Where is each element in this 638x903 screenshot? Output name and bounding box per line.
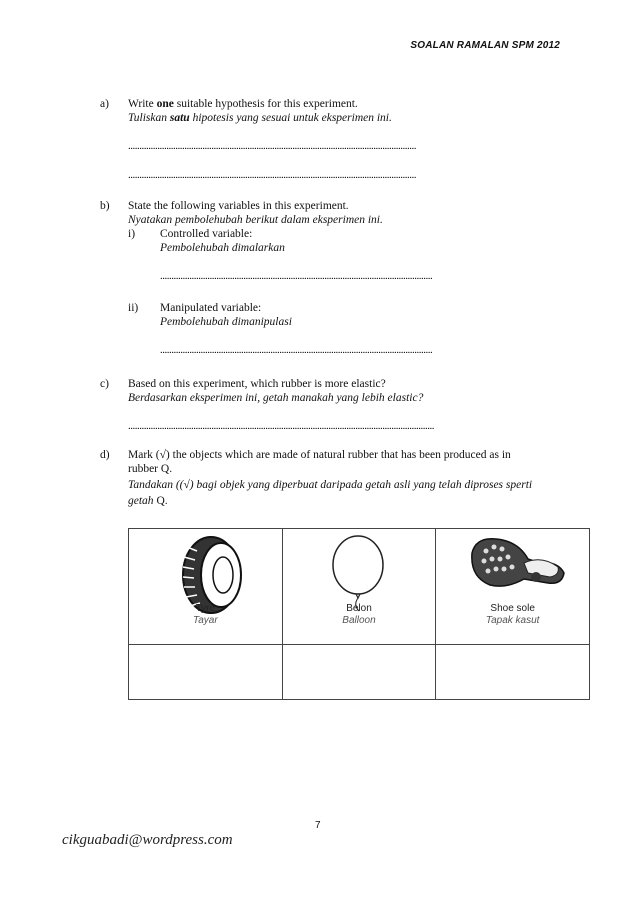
page-number: 7 — [315, 820, 321, 831]
question-b-i-answer-line[interactable]: ......................................................................................................................... — [160, 270, 433, 282]
question-d-text-ms-line1: Tandakan ((√) bagi objek yang diperbuat daripada getah asli yang telah diproses sperti — [128, 479, 533, 491]
question-d-text-en-line2: rubber Q. — [128, 463, 173, 475]
shoe-sole-cell — [436, 529, 590, 645]
page-header-title: SOALAN RAMALAN SPM 2012 — [410, 40, 560, 51]
question-d-text-en-line1: Mark (√) the objects which are made of natural rubber that has been produced as in — [128, 449, 511, 461]
balloon-icon — [323, 533, 393, 613]
question-b-text-ms: Nyatakan pembolehubah berikut dalam eksperimen ini. — [128, 214, 383, 226]
shoe-sole-icon — [462, 533, 572, 603]
balloon-answer-box[interactable] — [282, 645, 436, 700]
tyre-label-ms: Tayar — [193, 615, 218, 626]
question-c-text-ms: Berdasarkan eksperimen ini, getah manakah yang lebih elastic? — [128, 392, 424, 404]
objects-answer-table — [128, 528, 590, 700]
question-b-i-text-en: Controlled variable: — [160, 228, 253, 240]
question-b-i-label: i) — [128, 228, 136, 240]
question-b-ii-label: ii) — [128, 302, 139, 314]
question-c-label: c) — [100, 378, 109, 390]
question-a-text-ms: Tuliskan satu hipotesis yang sesuai untuk eksperimen ini. — [128, 112, 392, 124]
footer-site: cikguabadi@wordpress.com — [62, 832, 233, 848]
question-b-ii-answer-line[interactable]: ......................................................................................................................... — [160, 344, 433, 356]
question-a-text-en: Write one suitable hypothesis for this experiment. — [128, 98, 358, 110]
question-a-label: a) — [100, 98, 109, 110]
question-b-i-text-ms: Pembolehubah dimalarkan — [160, 242, 285, 254]
balloon-label-ms: Belon — [346, 603, 372, 614]
balloon-cell — [282, 529, 436, 645]
question-d-label: d) — [100, 449, 110, 461]
tyre-cell — [129, 529, 283, 645]
shoe-sole-label-en: Shoe sole — [490, 603, 535, 614]
question-c-text-en: Based on this experiment, which rubber is more elastic? — [128, 378, 386, 390]
question-d-text-ms-line2: getah Q. — [128, 495, 168, 507]
tyre-label-en: Tyre — [195, 603, 216, 614]
question-a-answer-line-1[interactable]: ................................................................................................................................ — [128, 140, 416, 152]
shoe-sole-answer-box[interactable] — [436, 645, 590, 700]
question-b-ii-text-ms: Pembolehubah dimanipulasi — [160, 316, 292, 328]
question-b-text-en: State the following variables in this experiment. — [128, 200, 349, 212]
question-a-answer-line-2[interactable]: ................................................................................................................................ — [128, 169, 416, 181]
question-b-label: b) — [100, 200, 110, 212]
question-c-answer-line[interactable]: ........................................................................................................................................ — [128, 420, 434, 432]
balloon-label-en: Balloon — [342, 615, 376, 626]
shoe-sole-label-ms: Tapak kasut — [485, 615, 540, 626]
question-b-ii-text-en: Manipulated variable: — [160, 302, 262, 314]
tyre-answer-box[interactable] — [129, 645, 283, 700]
